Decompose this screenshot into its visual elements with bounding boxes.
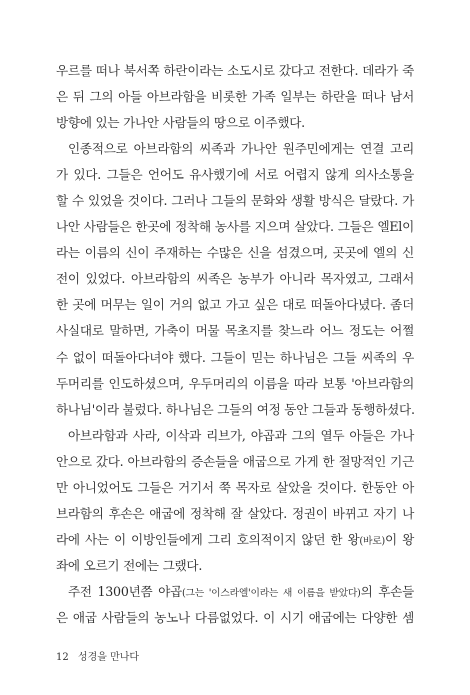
text-line: 인종적으로 아브라함의 씨족과 가나안 원주민에게는 연결 고리 bbox=[68, 141, 414, 157]
text-line: 라는 이름의 신이 주재하는 수많은 신을 섬겼으며, 곳곳에 엘의 신 bbox=[56, 245, 414, 261]
running-title: 성경을 만나다 bbox=[77, 652, 140, 663]
text-line: 만 아니었어도 그들은 거기서 쭉 목자로 살았을 것이다. 한동안 아 bbox=[56, 479, 414, 495]
body-text bbox=[56, 58, 414, 631]
text-line: 사실대로 말하면, 가축이 머물 목초지를 찾느라 어느 정도는 어쩔 bbox=[56, 323, 414, 339]
text-line: 주전 1300년쯤 야곱(그는 '이스라엘'이라는 새 이름을 받았다)의 후손들 bbox=[68, 583, 414, 599]
text-line: 라에 사는 이 이방인들에게 그리 호의적이지 않던 한 왕(바로)이 왕 bbox=[56, 531, 414, 547]
text-line: 브라함의 후손은 애굽에 정착해 잘 살았다. 정권이 바뀌고 자기 나 bbox=[56, 505, 414, 521]
text-line: 한 곳에 머무는 일이 거의 없고 가고 싶은 대로 떠돌아다녔다. 좀더 bbox=[56, 297, 414, 313]
text-line: 방향에 있는 가나안 사람들의 땅으로 이주했다. bbox=[56, 115, 305, 131]
text-line: 전이 있었다. 아브라함의 씨족은 농부가 아니라 목자였고, 그래서 bbox=[56, 271, 414, 287]
text-line: 은 뒤 그의 아들 아브라함을 비롯한 가족 일부는 하란을 떠나 남서 bbox=[56, 89, 414, 105]
text-line: 가 있다. 그들은 언어도 유사했기에 서로 어렵지 않게 의사소통을 bbox=[56, 167, 414, 183]
text-line: 아브라함과 사라, 이삭과 리브가, 야곱과 그의 열두 아들은 가나 bbox=[68, 427, 414, 443]
page-number: 12 bbox=[56, 652, 69, 663]
text-line: 나안 사람들은 한곳에 정착해 농사를 지으며 살았다. 그들은 엘El이 bbox=[56, 219, 414, 235]
text-line: 두머리를 인도하셨으며, 우두머리의 이름을 따라 보통 '아브라함의 bbox=[56, 375, 414, 391]
text-line: 할 수 있었을 것이다. 그러나 그들의 문화와 생활 방식은 달랐다. 가 bbox=[56, 193, 414, 209]
text-line: 은 애굽 사람들의 농노나 다름없었다. 이 시기 애굽에는 다양한 셈 bbox=[56, 609, 414, 625]
text-line: 우르를 떠나 북서쪽 하란이라는 소도시로 갔다고 전한다. 데라가 죽 bbox=[56, 63, 414, 78]
text-line: 수 없이 떠돌아다녀야 했다. 그들이 믿는 하나님은 그들 씨족의 우 bbox=[56, 349, 414, 365]
text-line: 안으로 갔다. 아브라함의 증손들을 애굽으로 가게 한 절망적인 기근 bbox=[56, 453, 414, 469]
text-line: 좌에 오르기 전에는 그랬다. bbox=[56, 557, 203, 573]
text-line: 하나님'이라 불렀다. 하나님은 그들의 여정 동안 그들과 동행하셨다. bbox=[56, 401, 415, 417]
page-footer bbox=[56, 648, 139, 663]
